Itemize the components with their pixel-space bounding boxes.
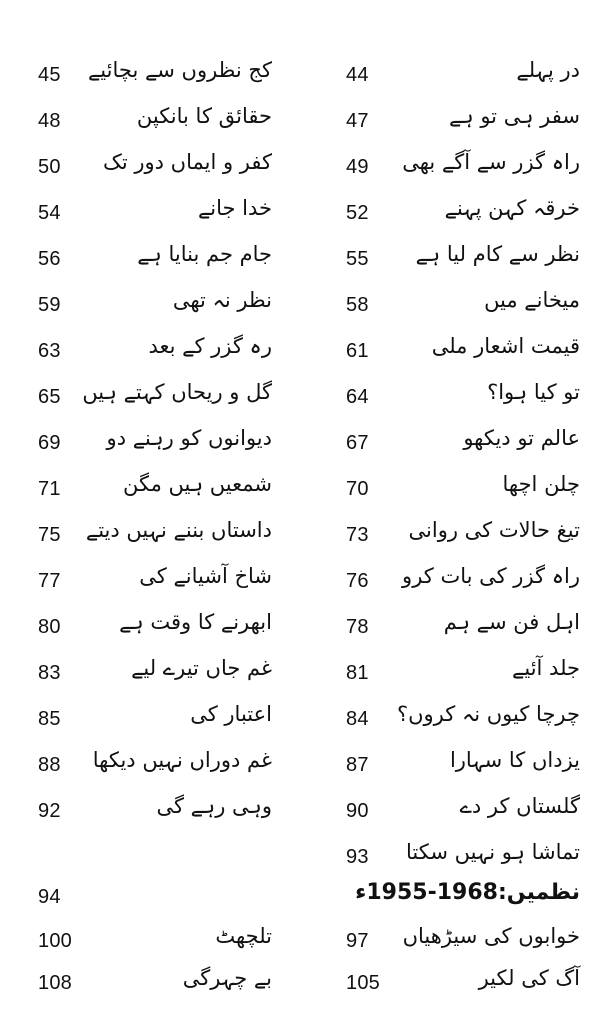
toc-row xyxy=(0,150,600,190)
poem-title: خدا جانے xyxy=(197,196,272,220)
poem-title: داستاں بننے نہیں دیتے xyxy=(85,518,272,542)
toc-row xyxy=(0,702,600,742)
page-number: 75 xyxy=(38,524,61,546)
page-number: 78 xyxy=(346,616,369,638)
poem-title: وہی رہے گی xyxy=(156,794,272,818)
toc-row xyxy=(0,426,600,466)
toc-row xyxy=(0,242,600,282)
toc-row xyxy=(0,656,600,696)
page-number: 63 xyxy=(38,340,61,362)
toc-row xyxy=(0,564,600,604)
toc-row xyxy=(0,610,600,650)
page-number: 49 xyxy=(346,156,369,178)
toc-row xyxy=(0,794,600,834)
poem-title: تو کیا ہوا؟ xyxy=(487,380,580,404)
page-number: 61 xyxy=(346,340,369,362)
poem-title: کفر و ایماں دور تک xyxy=(103,150,272,174)
page-number: 87 xyxy=(346,754,369,776)
poem-title: جلد آئیے xyxy=(512,656,580,680)
toc-row xyxy=(0,104,600,144)
page-number: 90 xyxy=(346,800,369,822)
page-number: 58 xyxy=(346,294,369,316)
page-number: 84 xyxy=(346,708,369,730)
page-number: 64 xyxy=(346,386,369,408)
poem-title: غم جاں تیرے لیے xyxy=(131,656,272,680)
page-number: 54 xyxy=(38,202,61,224)
poem-title: تلچھٹ xyxy=(215,924,272,948)
poem-title: دیوانوں کو رہنے دو xyxy=(106,426,272,450)
poem-title: چلن اچھا xyxy=(502,472,580,496)
poem-title: گلستاں کر دے xyxy=(459,794,580,818)
page-number: 80 xyxy=(38,616,61,638)
page-number: 70 xyxy=(346,478,369,500)
toc-row xyxy=(0,518,600,558)
page-number: 50 xyxy=(38,156,61,178)
page-number: 71 xyxy=(38,478,61,500)
page-number: 59 xyxy=(38,294,61,316)
poem-title: بے چہرگی xyxy=(182,966,272,990)
section-page-number: 94 xyxy=(38,886,61,908)
poem-title: تیغ حالات کی روانی xyxy=(408,518,580,542)
poem-title: یزداں کا سہارا xyxy=(449,748,580,772)
page-number: 88 xyxy=(38,754,61,776)
poem-title: تماشا ہو نہیں سکتا xyxy=(406,840,580,864)
poem-title: رہ گزر کے بعد xyxy=(148,334,272,358)
page-number: 45 xyxy=(38,64,61,86)
poem-title: نظر سے کام لیا ہے xyxy=(415,242,580,266)
toc-row xyxy=(0,472,600,512)
page-number: 73 xyxy=(346,524,369,546)
poem-title: جام جم بنایا ہے xyxy=(137,242,272,266)
page-number: 48 xyxy=(38,110,61,132)
toc-row xyxy=(0,196,600,236)
page-number: 52 xyxy=(346,202,369,224)
poem-title: عالم تو دیکھو xyxy=(463,426,580,450)
page-number: 81 xyxy=(346,662,369,684)
toc-row xyxy=(0,334,600,374)
poem-title: اعتبار کی xyxy=(190,702,272,726)
poem-title: کج نظروں سے بچائیے xyxy=(88,58,272,82)
page-number: 55 xyxy=(346,248,369,270)
poem-title: ابھرنے کا وقت ہے xyxy=(119,610,272,634)
page-number: 108 xyxy=(38,972,72,994)
toc-row xyxy=(0,380,600,420)
poem-title: حقائق کا بانکپن xyxy=(136,104,272,128)
page-number: 76 xyxy=(346,570,369,592)
poem-title: گل و ریحاں کہتے ہیں xyxy=(82,380,272,404)
toc-row xyxy=(0,288,600,328)
poem-title: در پہلے xyxy=(516,58,580,82)
page-number: 83 xyxy=(38,662,61,684)
page-number: 67 xyxy=(346,432,369,454)
toc-row xyxy=(0,924,600,964)
poem-title: خوابوں کی سیڑھیاں xyxy=(402,924,580,948)
poem-title: غم دوراں نہیں دیکھا xyxy=(92,748,272,772)
poem-title: آگ کی لکیر xyxy=(478,966,580,990)
poem-title: راہ گزر کی بات کرو xyxy=(402,564,580,588)
page-number: 100 xyxy=(38,930,72,952)
poem-title: چرچا کیوں نہ کروں؟ xyxy=(396,702,580,726)
page-number: 85 xyxy=(38,708,61,730)
poem-title: شاخ آشیانے کی xyxy=(139,564,272,588)
poem-title: شمعیں ہیں مگن xyxy=(123,472,272,496)
page-number: 56 xyxy=(38,248,61,270)
page-number: 93 xyxy=(346,846,369,868)
toc-row xyxy=(0,748,600,788)
page-number: 65 xyxy=(38,386,61,408)
toc-row xyxy=(0,840,600,880)
page-number: 47 xyxy=(346,110,369,132)
section-heading: نظمیں:1968-1955ء xyxy=(355,880,580,905)
poem-title: سفر ہی تو ہے xyxy=(449,104,580,128)
section-heading-row xyxy=(0,880,600,920)
poem-title: راہ گزر سے آگے بھی xyxy=(402,150,580,174)
toc-row xyxy=(0,966,600,1006)
page-number: 77 xyxy=(38,570,61,592)
poem-title: اہل فن سے ہم xyxy=(443,610,580,634)
page-number: 92 xyxy=(38,800,61,822)
page-number: 44 xyxy=(346,64,369,86)
page-number: 97 xyxy=(346,930,369,952)
poem-title: میخانے میں xyxy=(484,288,580,312)
page-number: 69 xyxy=(38,432,61,454)
poem-title: خرقہ کہن پہنے xyxy=(444,196,580,220)
poem-title: قیمت اشعار ملی xyxy=(431,334,580,358)
page-number: 105 xyxy=(346,972,380,994)
poem-title: نظر نہ تھی xyxy=(172,288,272,312)
toc-row xyxy=(0,58,600,98)
